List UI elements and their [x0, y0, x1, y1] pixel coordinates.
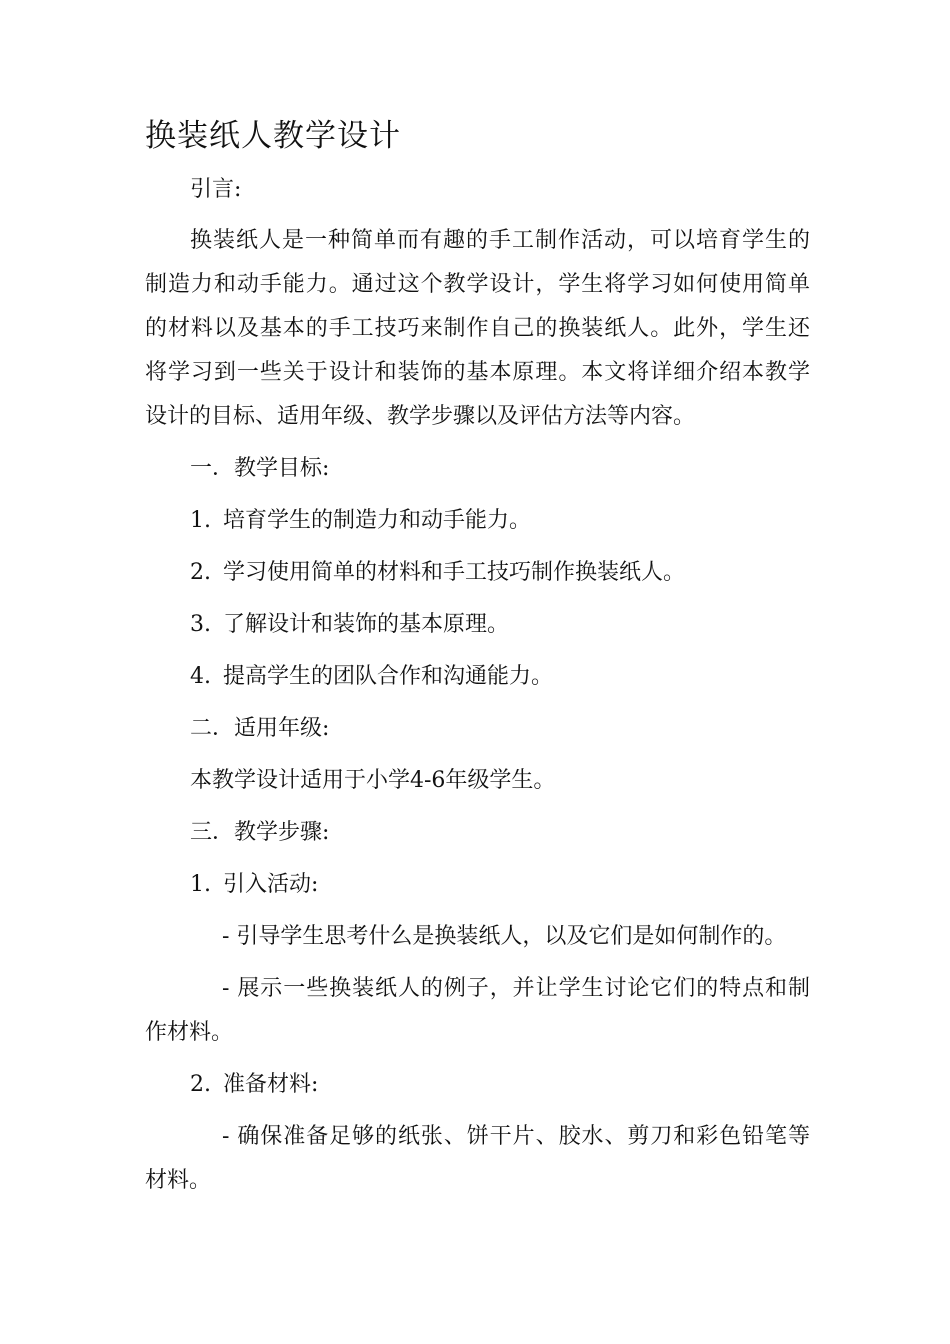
list-item-number: 4.	[190, 664, 211, 689]
section-heading-objectives: 一．教学目标:	[190, 456, 330, 481]
grade-text: 本教学设计适用于小学4-6年级学生。	[190, 768, 556, 793]
bullet-line: - 确保准备足够的纸张、饼干片、胶水、剪刀和彩色铅笔等	[222, 1124, 810, 1149]
document-body	[145, 168, 810, 1203]
document-title: 换装纸人教学设计	[145, 118, 401, 154]
step-title-text: 准备材料:	[223, 1072, 319, 1097]
intro-heading: 引言:	[190, 177, 242, 202]
bullet-line: - 展示一些换装纸人的例子，并让学生讨论它们的特点和制	[222, 976, 810, 1001]
paragraph-line: 制造力和动手能力。通过这个教学设计，学生将学习如何使用简单	[145, 272, 810, 297]
section-heading-grade: 二．适用年级:	[190, 716, 330, 741]
list-item-text: 培育学生的制造力和动手能力。	[223, 508, 532, 533]
step-number: 2.	[190, 1072, 211, 1097]
paragraph-line: 将学习到一些关于设计和装饰的基本原理。本文将详细介绍本教学	[145, 360, 810, 385]
list-item-text: 提高学生的团队合作和沟通能力。	[223, 664, 554, 689]
list-item	[145, 499, 810, 543]
list-item-text: 了解设计和装饰的基本原理。	[223, 612, 510, 637]
list-item	[145, 655, 810, 699]
list-item-text: 学习使用简单的材料和手工技巧制作换装纸人。	[223, 560, 686, 585]
paragraph-line: 换装纸人是一种简单而有趣的手工制作活动，可以培育学生的	[190, 228, 810, 253]
list-item	[145, 551, 810, 595]
bullet-line-continuation: 材料。	[145, 1168, 212, 1193]
bullet-line-continuation: 作材料。	[145, 1020, 234, 1045]
step-number: 1.	[190, 872, 211, 897]
list-item-number: 1.	[190, 508, 211, 533]
step-title	[145, 1063, 810, 1107]
list-item-number: 3.	[190, 612, 211, 637]
paragraph-line: 的材料以及基本的手工技巧来制作自己的换装纸人。此外，学生还	[145, 316, 810, 341]
list-item	[145, 603, 810, 647]
intro-paragraph	[145, 219, 810, 439]
section-heading-steps: 三．教学步骤:	[190, 820, 330, 845]
step-title	[145, 863, 810, 907]
list-item-number: 2.	[190, 560, 211, 585]
paragraph-line: 设计的目标、适用年级、教学步骤以及评估方法等内容。	[145, 404, 696, 429]
step-title-text: 引入活动:	[223, 872, 319, 897]
bullet-line: - 引导学生思考什么是换装纸人，以及它们是如何制作的。	[222, 924, 787, 949]
